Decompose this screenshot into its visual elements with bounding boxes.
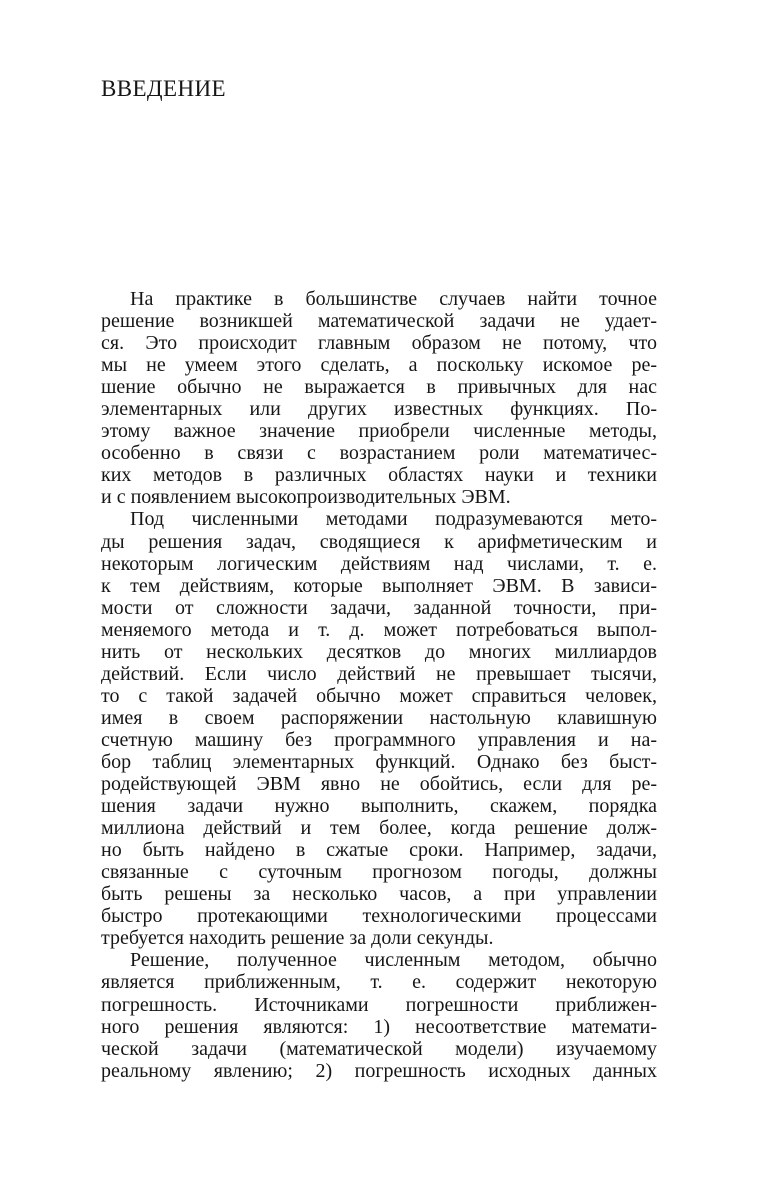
text-line: является приближенным, т. е. содержит некоторую [101, 971, 657, 994]
text-line: к тем действиям, которые выполняет ЭВМ. В зависи- [101, 574, 657, 597]
text-line: меняемого метода и т. д. может потребоваться выпол- [101, 618, 657, 641]
text-line: связанные с суточным прогнозом погоды, должны [101, 861, 657, 884]
text-line: нить от нескольких десятков до многих миллиардов [101, 640, 657, 663]
text-line: погрешность. Источниками погрешности приближен- [101, 993, 657, 1016]
paragraph-2 [101, 508, 657, 949]
text-line: мы не умеем этого сделать, а поскольку искомое ре- [101, 354, 657, 377]
paragraph-3 [101, 949, 657, 1081]
text-line: На практике в большинстве случаев найти точное [130, 288, 657, 310]
text-line: но быть найдено в сжатые сроки. Например, задачи, [101, 839, 657, 862]
text-line: особенно в связи с возрастанием роли математичес- [101, 442, 657, 465]
text-line: реальному явлению; 2) погрешность исходных данных [101, 1059, 657, 1082]
text-line: ды решения задач, сводящиеся к арифметическим и [101, 530, 657, 553]
text-line: элементарных или других известных функциях. По- [101, 398, 657, 421]
text-line: ся. Это происходит главным образом не потому, что [101, 332, 657, 355]
paragraph-1 [101, 288, 657, 508]
text-line: то с такой задачей обычно может справиться человек, [101, 684, 657, 707]
body-text [101, 288, 657, 1082]
text-line: ческой задачи (математической модели) изучаемому [101, 1037, 657, 1060]
text-line: родействующей ЭВМ явно не обойтись, если для ре- [101, 773, 657, 796]
text-line: и с появлением высокопроизводительных ЭВМ. [101, 486, 511, 509]
text-line: Под численными методами подразумеваются мето- [130, 508, 657, 531]
text-line: ких методов в различных областях науки и техники [101, 464, 657, 487]
text-line: мости от сложности задачи, заданной точности, при- [101, 596, 657, 619]
text-line: быть решены за несколько часов, а при управлении [101, 883, 657, 906]
text-line: ного решения являются: 1) несоответствие математи- [101, 1015, 657, 1038]
text-line: шение обычно не выражается в привычных для нас [101, 376, 657, 399]
text-line: решение возникшей математической задачи не удает- [101, 310, 657, 333]
text-line: быстро протекающими технологическими процессами [101, 905, 657, 928]
text-line: некоторым логическим действиям над числами, т. е. [101, 552, 657, 575]
text-line: счетную машину без программного управления и на- [101, 728, 657, 751]
chapter-heading: ВВЕДЕНИЕ [101, 76, 226, 101]
text-line: имея в своем распоряжении настольную клавишную [101, 706, 657, 729]
text-line: действий. Если число действий не превышает тысячи, [101, 662, 657, 685]
text-line: бор таблиц элементарных функций. Однако без быст- [101, 750, 657, 773]
text-line: шения задачи нужно выполнить, скажем, порядка [101, 795, 657, 818]
text-line: миллиона действий и тем более, когда решение долж- [101, 817, 657, 840]
text-line: требуется находить решение за доли секунды. [101, 927, 494, 950]
text-line: Решение, полученное численным методом, обычно [130, 949, 657, 972]
text-line: этому важное значение приобрели численные методы, [101, 420, 657, 443]
